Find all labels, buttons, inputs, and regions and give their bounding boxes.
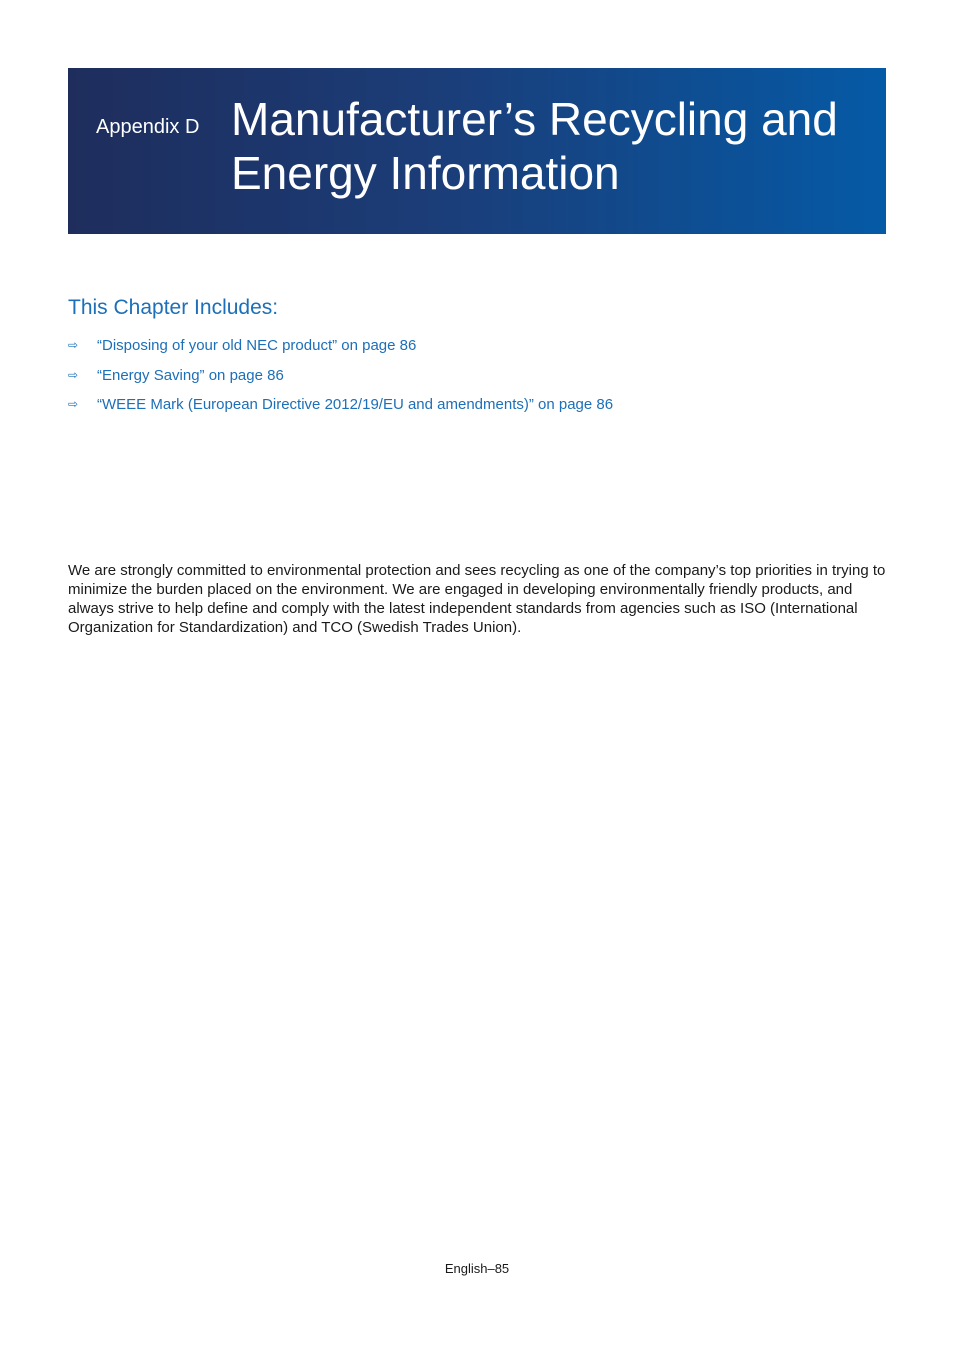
chapter-banner (68, 68, 886, 234)
chapter-includes-heading: This Chapter Includes: (68, 296, 279, 319)
list-item (68, 366, 613, 396)
appendix-label: Appendix D (96, 116, 200, 138)
arrow-right-outline-icon: ⇨ (68, 367, 79, 382)
page-title: Manufacturer’s Recycling and Energy Information (231, 93, 838, 199)
link-energy-saving[interactable]: “Energy Saving” on page 86 (97, 366, 284, 384)
intro-paragraph: We are strongly committed to environmental protection and sees recycling as one of the company’s top priorities in trying to minimize the burden placed on the environment. We are engaged in developing environmentally friendly products, and always strive to help define and comply with the latest independent standards from agencies such as ISO (International Organization for Standardization) and TCO (Swedish Trades Union). (68, 562, 886, 636)
arrow-right-outline-icon: ⇨ (68, 397, 79, 411)
chapter-contents-list (68, 336, 613, 425)
link-disposing-old-product[interactable]: “Disposing of your old NEC product” on page 86 (97, 337, 417, 354)
link-weee-mark[interactable]: “WEEE Mark (European Directive 2012/19/EU and amendments)” on page 86 (97, 396, 614, 413)
page-number: English–85 (444, 1261, 510, 1276)
list-item (68, 336, 613, 366)
arrow-right-outline-icon: ⇨ (68, 338, 79, 352)
list-item (68, 395, 613, 425)
